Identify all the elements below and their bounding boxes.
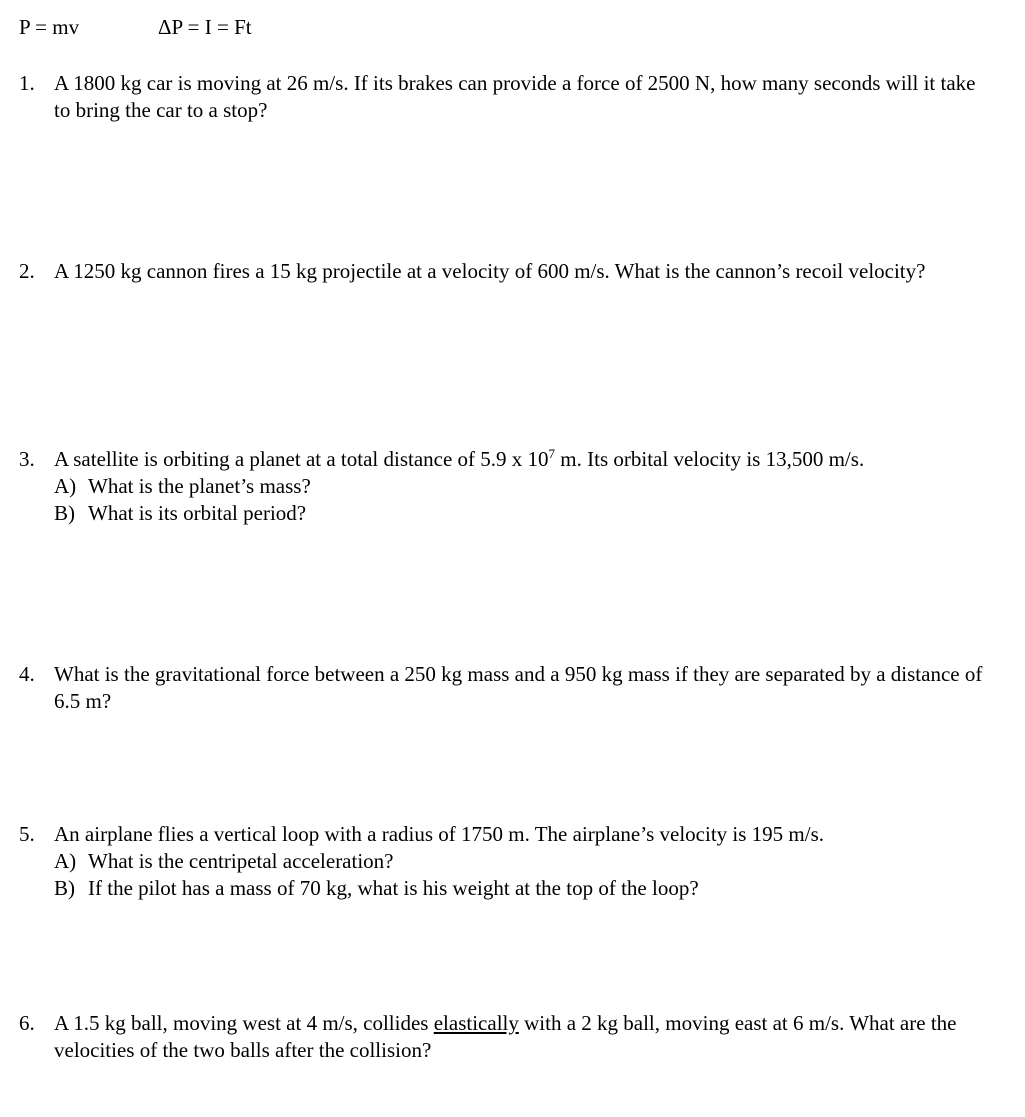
subpart-b xyxy=(54,500,994,527)
underlined-word: elastically xyxy=(433,1011,519,1035)
question-5 xyxy=(19,821,994,902)
momentum-formula: P = mv xyxy=(19,15,80,39)
question-text: A 1800 kg car is moving at 26 m/s. If its brakes can provide a force of 2500 N, how many seconds will it take to bring the car to a stop? xyxy=(54,71,976,122)
subpart-label: A) xyxy=(54,474,77,498)
question-text-main: A 1.5 kg ball, moving west at 4 m/s, collides xyxy=(54,1011,434,1035)
question-1 xyxy=(19,70,994,124)
subpart-text: What is its orbital period? xyxy=(88,501,307,525)
question-text xyxy=(54,446,994,473)
question-body xyxy=(54,821,994,902)
subpart-a xyxy=(54,473,994,500)
question-text-tail: m. Its orbital velocity is 13,500 m/s. xyxy=(555,447,865,471)
question-3 xyxy=(19,446,994,527)
subpart-b xyxy=(54,875,994,902)
subpart-text: What is the planet’s mass? xyxy=(88,474,311,498)
question-text: A 1250 kg cannon fires a 15 kg projectile at a velocity of 600 m/s. What is the cannon’s recoil velocity? xyxy=(54,259,926,283)
subpart-text: If the pilot has a mass of 70 kg, what is his weight at the top of the loop? xyxy=(88,876,699,900)
question-number: 2. xyxy=(19,259,35,283)
exponent: 7 xyxy=(548,446,556,461)
subpart-a xyxy=(54,848,994,875)
question-body xyxy=(54,446,994,527)
question-text xyxy=(54,1010,994,1064)
question-text-tail: with a 2 kg ball, moving east at 6 m/s. What are the velocities of the two balls after the collision? xyxy=(54,1011,957,1062)
question-4 xyxy=(19,661,994,715)
subpart-label: A) xyxy=(54,849,77,873)
question-2 xyxy=(19,258,994,285)
question-text: What is the gravitational force between a 250 kg mass and a 950 kg mass if they are separated by a distance of 6.5 m? xyxy=(54,662,983,713)
question-6 xyxy=(19,1010,994,1064)
question-number: 1. xyxy=(19,71,35,95)
impulse-formula: ΔP = I = Ft xyxy=(158,15,252,39)
question-number: 6. xyxy=(19,1011,35,1035)
formula-header xyxy=(19,14,252,41)
question-number: 3. xyxy=(19,447,35,471)
question-number: 5. xyxy=(19,822,35,846)
question-text: An airplane flies a vertical loop with a radius of 1750 m. The airplane’s velocity is 195 m/s. xyxy=(54,822,825,846)
subpart-text: What is the centripetal acceleration? xyxy=(88,849,394,873)
subpart-label: B) xyxy=(54,501,75,525)
question-number: 4. xyxy=(19,662,35,686)
question-text-main: A satellite is orbiting a planet at a total distance of 5.9 x 10 xyxy=(54,447,549,471)
subpart-label: B) xyxy=(54,876,75,900)
